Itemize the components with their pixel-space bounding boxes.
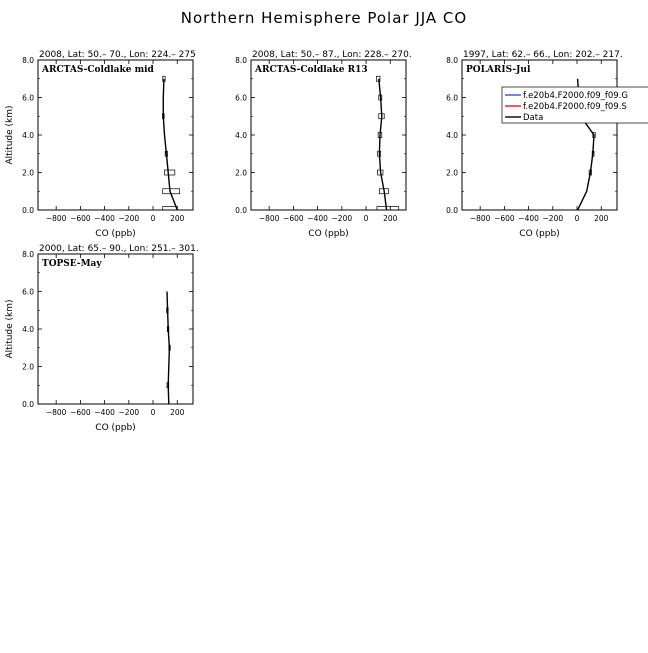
panel-1 [5, 50, 196, 239]
x-tick-label: −200 [331, 214, 353, 223]
x-tick-label: 0 [574, 214, 580, 223]
legend-label: Data [523, 113, 544, 123]
x-tick-label: 200 [170, 408, 185, 417]
y-tick-label: 8.0 [235, 56, 247, 65]
y-axis-label: Altitude (km) [5, 299, 15, 359]
x-axis-label: CO (ppb) [95, 229, 136, 239]
x-tick-label: 200 [594, 214, 609, 223]
x-tick-label: −800 [45, 408, 67, 417]
x-tick-label: −600 [70, 214, 91, 223]
x-tick-label: −400 [307, 214, 328, 223]
x-tick-label: −400 [94, 214, 115, 223]
y-tick-label: 2.0 [22, 168, 34, 178]
x-tick-label: 0 [363, 214, 369, 223]
panels [5, 50, 648, 433]
y-tick-label: 4.0 [235, 131, 247, 140]
x-tick-label: −400 [518, 214, 539, 223]
x-tick-label: −200 [118, 214, 140, 223]
plot-area [167, 292, 171, 405]
figure-title: Northern Hemisphere Polar JJA CO [180, 9, 468, 27]
y-tick-label: 4.0 [22, 325, 34, 334]
plot-frame [38, 254, 193, 404]
x-tick-label: −800 [469, 214, 491, 223]
y-tick-label: 0.0 [235, 206, 247, 215]
y-axis-label: Altitude (km) [5, 105, 15, 165]
panel-header: 2008, Lat: 50.– 70., Lon: 224.– 275 [39, 50, 196, 60]
y-tick-label: 8.0 [22, 250, 34, 259]
y-tick-label: 2.0 [22, 362, 34, 372]
plot-area [376, 76, 398, 211]
y-tick-label: 4.0 [446, 131, 458, 140]
y-tick-label: 6.0 [446, 93, 458, 103]
panel-tag: TOPSE-May [42, 259, 102, 269]
range-box [165, 170, 175, 175]
y-tick-label: 6.0 [235, 93, 247, 103]
y-tick-label: 4.0 [22, 131, 34, 140]
y-tick-label: 0.0 [446, 206, 458, 215]
x-tick-label: −600 [70, 408, 91, 417]
y-tick-label: 8.0 [22, 56, 34, 65]
y-tick-label: 6.0 [22, 93, 34, 103]
panel-header: 1997, Lat: 62.– 66., Lon: 202.– 217. [463, 50, 623, 60]
y-tick-label: 6.0 [22, 287, 34, 297]
legend [502, 87, 648, 123]
x-axis-label: CO (ppb) [308, 229, 349, 239]
legend-label: f.e20b4.F2000.f09_f09.S [523, 102, 627, 112]
panel-header: 2000, Lat: 65.– 90., Lon: 251.– 301. [39, 244, 199, 254]
x-tick-label: 0 [150, 408, 156, 417]
range-box [163, 207, 178, 212]
x-axis-label: CO (ppb) [519, 229, 560, 239]
y-tick-label: 2.0 [235, 168, 247, 178]
x-tick-label: −600 [283, 214, 304, 223]
y-tick-label: 8.0 [446, 56, 458, 65]
y-tick-label: 0.0 [22, 206, 34, 215]
x-tick-label: −200 [118, 408, 140, 417]
series-line-data [379, 79, 387, 210]
x-tick-label: −800 [258, 214, 280, 223]
series-line-data [163, 79, 177, 210]
x-tick-label: −400 [94, 408, 115, 417]
panel-2 [235, 50, 412, 239]
x-tick-label: −800 [45, 214, 67, 223]
panel-tag: POLARIS-Jul [466, 65, 531, 75]
y-tick-label: 2.0 [446, 168, 458, 178]
x-tick-label: 200 [383, 214, 398, 223]
panel-tag: ARCTAS-Coldlake mid [42, 65, 154, 75]
x-tick-label: −200 [542, 214, 564, 223]
panel-3 [446, 50, 648, 239]
x-tick-label: 0 [150, 214, 156, 223]
legend-label: f.e20b4.F2000.f09_f09.G [523, 91, 629, 101]
panel-header: 2008, Lat: 50.– 87., Lon: 228.– 270. [252, 50, 412, 60]
plot-frame [251, 60, 406, 210]
panel-tag: ARCTAS-Coldlake R13 [255, 65, 368, 75]
y-tick-label: 0.0 [22, 400, 34, 409]
range-box [377, 207, 399, 212]
x-tick-label: −600 [494, 214, 515, 223]
plot-area [162, 76, 179, 211]
x-axis-label: CO (ppb) [95, 423, 136, 433]
panel-4 [5, 244, 199, 433]
x-tick-label: 200 [170, 214, 185, 223]
